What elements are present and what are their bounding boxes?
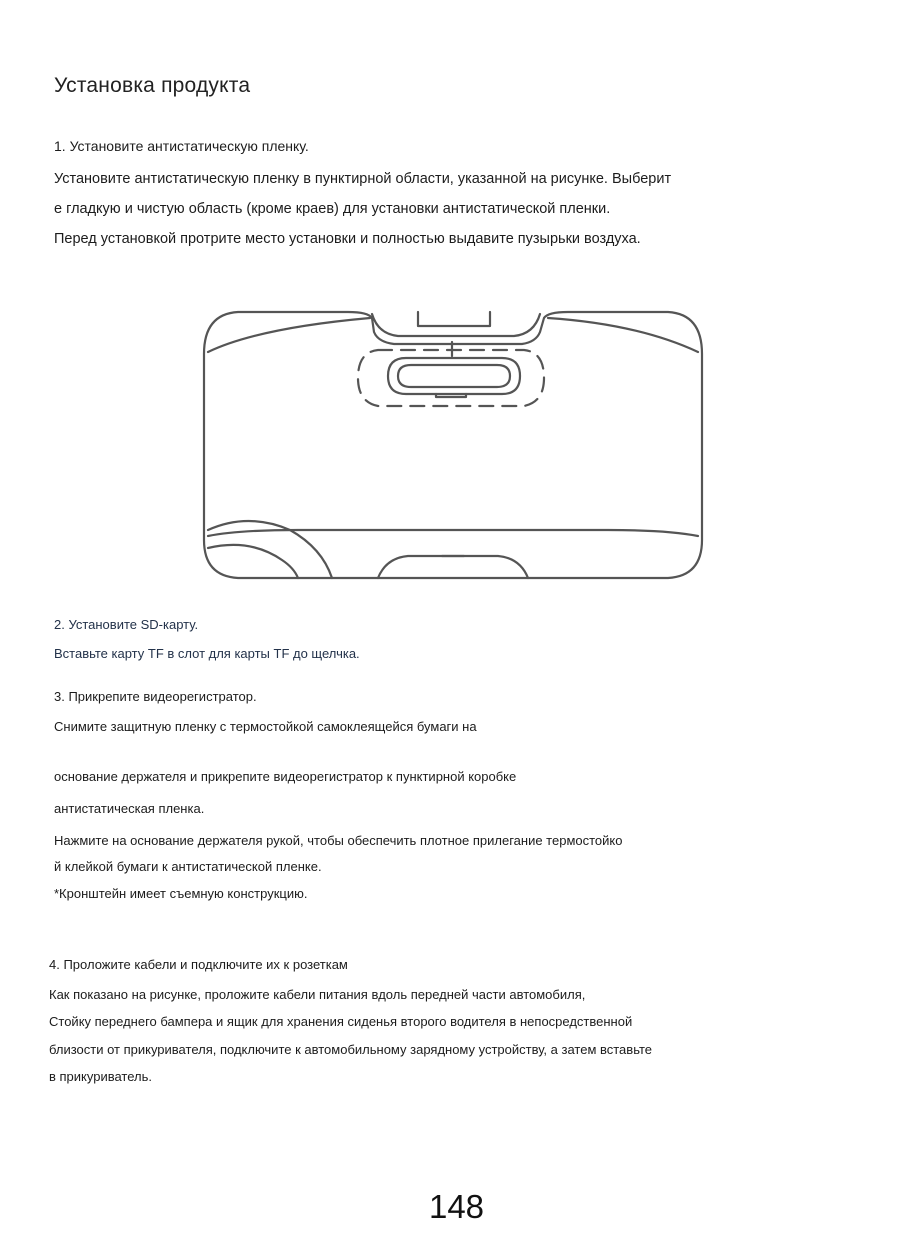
step2-line-1: Вставьте карту TF в слот для карты TF до щелчка. <box>54 646 360 661</box>
step3-line-1: Снимите защитную пленку с термостойкой самоклеящейся бумаги на <box>54 719 477 734</box>
page-title: Установка продукта <box>54 74 251 97</box>
dashcam-back-view-icon <box>198 304 708 586</box>
step3-line-6: *Кронштейн имеет съемную конструкцию. <box>54 886 308 901</box>
step4-heading: 4. Проложите кабели и подключите их к розеткам <box>49 957 348 972</box>
page-number: 148 <box>428 1188 485 1225</box>
step4-line-2: Стойку переднего бампера и ящик для хранения сиденья второго водителя в непосредственной <box>49 1014 633 1029</box>
step2-heading: 2. Установите SD-карту. <box>54 617 199 632</box>
step1-line-1: Установите антистатическую пленку в пунктирной области, указанной на рисунке. Выберит <box>54 171 672 187</box>
dashcam-film-illustration <box>198 304 708 586</box>
step3-line-2: основание держателя и прикрепите видеорегистратор к пунктирной коробке <box>54 769 517 784</box>
step4-line-3: близости от прикуривателя, подключите к автомобильному зарядному устройству, а затем вставьте <box>49 1042 652 1057</box>
step3-line-5: й клейкой бумаги к антистатической пленке. <box>54 859 322 874</box>
step1-heading: 1. Установите антистатическую пленку. <box>54 138 309 154</box>
step1-line-2: е гладкую и чистую область (кроме краев) для установки антистатической пленки. <box>54 201 611 217</box>
step4-line-1: Как показано на рисунке, проложите кабели питания вдоль передней части автомобиля, <box>49 987 586 1002</box>
step3-line-3: антистатическая пленка. <box>54 801 205 816</box>
step3-heading: 3. Прикрепите видеорегистратор. <box>54 689 257 704</box>
step3-line-4: Нажмите на основание держателя рукой, чтобы обеспечить плотное прилегание термостойко <box>54 833 623 848</box>
step1-line-3: Перед установкой протрите место установки и полностью выдавите пузырьки воздуха. <box>54 231 641 247</box>
step4-line-4: в прикуриватель. <box>49 1069 153 1084</box>
